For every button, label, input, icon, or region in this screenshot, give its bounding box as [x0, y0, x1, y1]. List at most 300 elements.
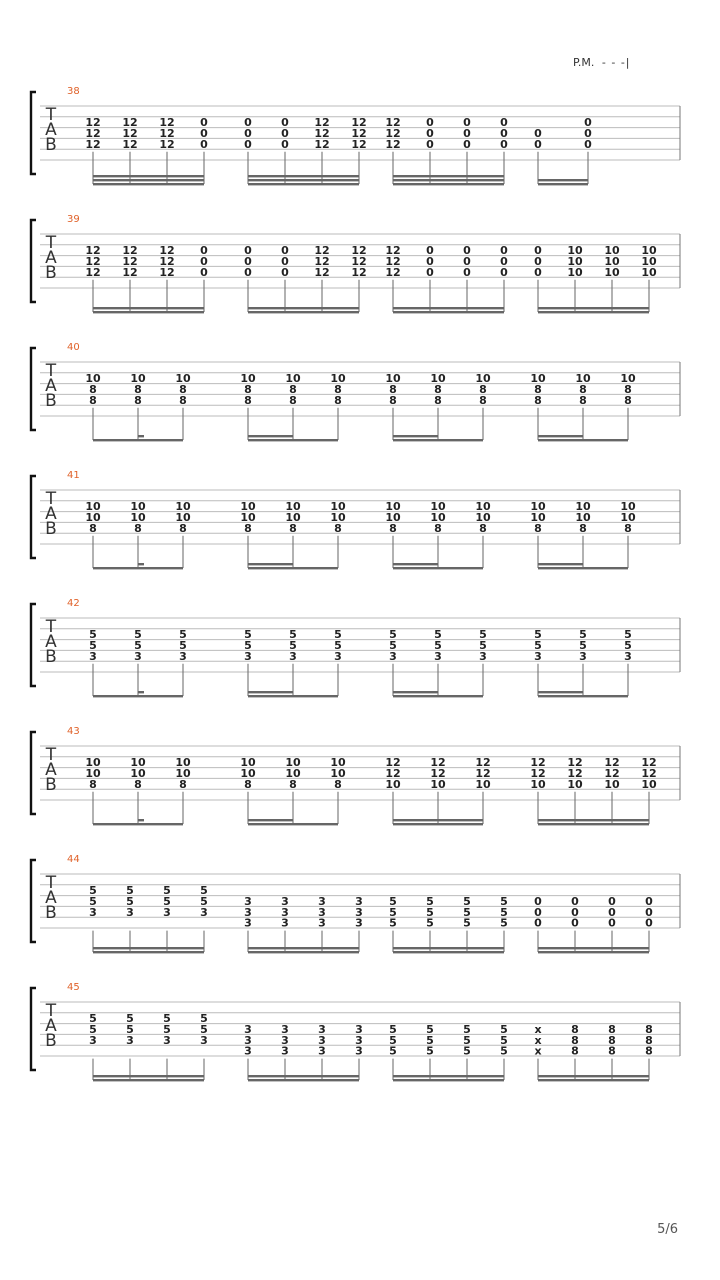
- fret-number: 10: [240, 511, 256, 524]
- fret-number: 0: [244, 265, 252, 279]
- fret-number: 8: [579, 383, 587, 396]
- beam: [248, 695, 338, 697]
- fret-number: 3: [281, 1033, 289, 1047]
- beam: [93, 695, 183, 697]
- tab-clef-letter: A: [45, 376, 57, 396]
- fret-number: 10: [530, 511, 546, 524]
- fret-number: 10: [240, 500, 256, 514]
- fret-number: 5: [389, 916, 397, 930]
- fret-number: 8: [134, 393, 142, 407]
- fret-number: 5: [289, 628, 297, 642]
- fret-number: 0: [281, 244, 289, 258]
- fret-number: 12: [351, 244, 367, 258]
- tab-clef-letter: B: [45, 391, 57, 411]
- partial-beam: [248, 563, 293, 565]
- fret-number: 10: [130, 756, 146, 770]
- fret-number: 10: [567, 255, 583, 268]
- fret-number: 12: [430, 767, 446, 780]
- fret-number: 8: [334, 521, 342, 535]
- fret-number: 10: [240, 767, 256, 780]
- fret-number: 10: [530, 500, 546, 514]
- fret-number: 5: [89, 895, 97, 908]
- fret-number: 8: [434, 393, 442, 407]
- fret-number: 5: [200, 1012, 208, 1026]
- fret-number: 10: [385, 511, 401, 524]
- fret-number: 10: [175, 372, 191, 386]
- tab-clef-letter: T: [45, 361, 57, 381]
- fret-number: 8: [389, 383, 397, 396]
- beam: [93, 567, 183, 569]
- fret-number: 3: [244, 916, 252, 930]
- beam: [393, 695, 483, 697]
- partial-beam: [138, 691, 144, 693]
- measure-number: 42: [67, 598, 80, 609]
- partial-beam: [248, 691, 293, 693]
- fret-number: x: [534, 1033, 542, 1047]
- tab-clef-letter: B: [45, 519, 57, 539]
- fret-number: 8: [244, 521, 252, 535]
- tab-clef-letter: A: [45, 632, 57, 652]
- fret-number: 12: [85, 244, 101, 258]
- partial-beam: [393, 563, 438, 565]
- fret-number: 5: [426, 1033, 434, 1047]
- fret-number: 0: [571, 895, 579, 908]
- tab-clef-letter: T: [45, 617, 57, 637]
- fret-number: 5: [426, 1023, 434, 1036]
- tab-clef-letter: T: [45, 233, 57, 253]
- fret-number: 3: [89, 905, 97, 919]
- fret-number: 5: [163, 895, 171, 908]
- fret-number: 8: [179, 521, 187, 535]
- fret-number: 5: [134, 639, 142, 652]
- fret-number: 0: [200, 127, 208, 140]
- fret-number: 10: [475, 511, 491, 524]
- fret-number: 10: [330, 756, 346, 770]
- fret-number: 10: [130, 372, 146, 386]
- fret-number: 12: [604, 756, 620, 770]
- fret-number: 0: [500, 255, 508, 268]
- fret-number: 8: [645, 1033, 653, 1047]
- fret-number: 5: [463, 916, 471, 930]
- fret-number: 12: [385, 756, 401, 770]
- fret-number: 3: [534, 649, 542, 663]
- fret-number: 5: [426, 916, 434, 930]
- fret-number: 5: [163, 884, 171, 898]
- fret-number: 0: [645, 916, 653, 930]
- fret-number: 8: [89, 393, 97, 407]
- fret-number: 12: [385, 244, 401, 258]
- fret-number: 5: [126, 884, 134, 898]
- fret-number: 0: [244, 116, 252, 130]
- fret-number: 5: [200, 895, 208, 908]
- beam: [248, 439, 338, 441]
- fret-number: 8: [479, 393, 487, 407]
- fret-number: 10: [604, 265, 620, 279]
- fret-number: 5: [500, 1044, 508, 1058]
- fret-number: 0: [426, 255, 434, 268]
- fret-number: 5: [389, 1044, 397, 1058]
- beam: [393, 311, 504, 313]
- fret-number: 5: [463, 1044, 471, 1058]
- fret-number: 5: [389, 628, 397, 642]
- fret-number: 0: [608, 905, 616, 919]
- fret-number: 0: [463, 265, 471, 279]
- fret-number: 3: [318, 895, 326, 908]
- beam: [93, 439, 183, 441]
- fret-number: 0: [500, 137, 508, 151]
- fret-number: 3: [624, 649, 632, 663]
- fret-number: 8: [534, 393, 542, 407]
- fret-number: 5: [126, 1012, 134, 1026]
- fret-number: 8: [244, 393, 252, 407]
- palm-mute-annotation: [573, 56, 631, 69]
- fret-number: 8: [179, 383, 187, 396]
- fret-number: 10: [604, 255, 620, 268]
- fret-number: 10: [330, 372, 346, 386]
- fret-number: 0: [426, 137, 434, 151]
- fret-number: 10: [604, 777, 620, 791]
- fret-number: x: [534, 1044, 542, 1058]
- fret-number: 10: [530, 777, 546, 791]
- fret-number: 3: [355, 1023, 363, 1036]
- beam: [393, 819, 483, 821]
- beam: [93, 947, 204, 949]
- system-bracket: [31, 860, 36, 942]
- fret-number: 12: [385, 127, 401, 140]
- fret-number: 0: [244, 127, 252, 140]
- fret-number: 10: [567, 265, 583, 279]
- beam: [248, 307, 359, 309]
- fret-number: 10: [240, 756, 256, 770]
- fret-number: 10: [475, 500, 491, 514]
- fret-number: 3: [244, 1044, 252, 1058]
- fret-number: 10: [85, 372, 101, 386]
- fret-number: 3: [281, 905, 289, 919]
- partial-beam: [538, 563, 583, 565]
- fret-number: 12: [351, 255, 367, 268]
- fret-number: 12: [314, 127, 330, 140]
- fret-number: 3: [334, 649, 342, 663]
- fret-number: 5: [463, 1023, 471, 1036]
- fret-number: 8: [334, 393, 342, 407]
- fret-number: 3: [434, 649, 442, 663]
- fret-number: 3: [244, 1033, 252, 1047]
- fret-number: 8: [134, 383, 142, 396]
- fret-number: 10: [604, 244, 620, 258]
- fret-number: 3: [126, 905, 134, 919]
- fret-number: 3: [355, 916, 363, 930]
- fret-number: 3: [289, 649, 297, 663]
- tab-clef-letter: T: [45, 105, 57, 125]
- fret-number: 8: [289, 521, 297, 535]
- fret-number: 5: [500, 916, 508, 930]
- fret-number: 10: [575, 372, 591, 386]
- fret-number: 3: [163, 1033, 171, 1047]
- fret-number: 10: [385, 500, 401, 514]
- beam: [538, 183, 588, 185]
- fret-number: 5: [463, 905, 471, 919]
- measure-number: 43: [67, 726, 80, 737]
- fret-number: 5: [244, 639, 252, 652]
- fret-number: 10: [641, 777, 657, 791]
- fret-number: 0: [200, 255, 208, 268]
- fret-number: 8: [608, 1023, 616, 1036]
- beam: [393, 439, 483, 441]
- fret-number: 5: [389, 895, 397, 908]
- beam: [393, 175, 504, 177]
- tab-clef-letter: B: [45, 903, 57, 923]
- fret-number: 10: [575, 500, 591, 514]
- fret-number: 12: [475, 756, 491, 770]
- fret-number: 5: [163, 1012, 171, 1026]
- fret-number: 5: [434, 639, 442, 652]
- fret-number: 5: [200, 884, 208, 898]
- fret-number: 10: [385, 372, 401, 386]
- fret-number: 12: [385, 767, 401, 780]
- fret-number: 10: [620, 372, 636, 386]
- fret-number: 0: [463, 244, 471, 258]
- palm-mute-label: P.M.: [573, 56, 595, 69]
- fret-number: 5: [463, 895, 471, 908]
- beam: [538, 695, 628, 697]
- fret-number: 5: [179, 639, 187, 652]
- fret-number: 10: [385, 777, 401, 791]
- fret-number: 5: [426, 1044, 434, 1058]
- fret-number: 8: [645, 1044, 653, 1058]
- fret-number: 12: [385, 265, 401, 279]
- fret-number: 8: [134, 777, 142, 791]
- tab-clef-letter: A: [45, 1016, 57, 1036]
- beam: [393, 951, 504, 953]
- fret-number: 12: [430, 756, 446, 770]
- beam: [248, 311, 359, 313]
- fret-number: 0: [281, 255, 289, 268]
- fret-number: 3: [244, 895, 252, 908]
- tab-clef-letter: T: [45, 745, 57, 765]
- fret-number: 0: [534, 265, 542, 279]
- tab-clef-letter: T: [45, 1001, 57, 1021]
- fret-number: 10: [85, 756, 101, 770]
- fret-number: 8: [89, 777, 97, 791]
- beam: [538, 311, 649, 313]
- fret-number: 12: [385, 255, 401, 268]
- fret-number: 10: [575, 511, 591, 524]
- beam: [93, 311, 204, 313]
- fret-number: 3: [200, 1033, 208, 1047]
- fret-number: 5: [534, 628, 542, 642]
- beam: [93, 307, 204, 309]
- fret-number: 0: [463, 127, 471, 140]
- fret-number: 8: [534, 521, 542, 535]
- beam: [93, 179, 204, 181]
- fret-number: 0: [571, 916, 579, 930]
- fret-number: 10: [641, 255, 657, 268]
- measure-number: 39: [67, 214, 80, 225]
- fret-number: 8: [389, 393, 397, 407]
- fret-number: 0: [534, 916, 542, 930]
- beam: [393, 567, 483, 569]
- fret-number: 0: [645, 905, 653, 919]
- fret-number: 10: [175, 767, 191, 780]
- fret-number: 0: [463, 255, 471, 268]
- fret-number: 10: [620, 511, 636, 524]
- tab-clef-letter: A: [45, 248, 57, 268]
- fret-number: 3: [318, 1033, 326, 1047]
- fret-number: 8: [645, 1023, 653, 1036]
- fret-number: 5: [579, 639, 587, 652]
- beam: [538, 823, 649, 825]
- tab-clef-letter: A: [45, 120, 57, 140]
- fret-number: 0: [426, 244, 434, 258]
- fret-number: 3: [355, 1033, 363, 1047]
- fret-number: 0: [608, 895, 616, 908]
- tab-clef-letter: B: [45, 135, 57, 155]
- fret-number: 10: [85, 767, 101, 780]
- fret-number: 8: [334, 777, 342, 791]
- fret-number: 12: [122, 116, 138, 130]
- fret-number: 0: [281, 127, 289, 140]
- beam: [93, 183, 204, 185]
- fret-number: 5: [89, 884, 97, 898]
- fret-number: 12: [641, 767, 657, 780]
- tab-clef-letter: T: [45, 489, 57, 509]
- fret-number: 3: [244, 649, 252, 663]
- fret-number: 0: [244, 255, 252, 268]
- tab-clef-letter: A: [45, 504, 57, 524]
- beam: [248, 1079, 359, 1081]
- tab-clef-letter: A: [45, 760, 57, 780]
- fret-number: 10: [567, 777, 583, 791]
- fret-number: 5: [389, 1023, 397, 1036]
- fret-number: 0: [584, 137, 592, 151]
- fret-number: 12: [85, 137, 101, 151]
- fret-number: 12: [122, 255, 138, 268]
- system-bracket: [31, 988, 36, 1070]
- fret-number: 10: [130, 767, 146, 780]
- fret-number: 3: [389, 649, 397, 663]
- partial-beam: [393, 691, 438, 693]
- fret-number: 0: [500, 265, 508, 279]
- fret-number: 5: [389, 905, 397, 919]
- fret-number: 8: [571, 1023, 579, 1036]
- fret-number: 10: [285, 756, 301, 770]
- fret-number: 5: [89, 1023, 97, 1036]
- fret-number: 0: [200, 265, 208, 279]
- partial-beam: [138, 563, 144, 565]
- system-bracket: [31, 604, 36, 686]
- fret-number: 3: [134, 649, 142, 663]
- fret-number: 12: [314, 137, 330, 151]
- beam: [248, 175, 359, 177]
- beam: [538, 1075, 649, 1077]
- fret-number: 0: [534, 127, 542, 140]
- fret-number: 12: [351, 116, 367, 130]
- fret-number: 10: [175, 511, 191, 524]
- fret-number: 8: [289, 383, 297, 396]
- beam: [93, 1079, 204, 1081]
- fret-number: 0: [281, 265, 289, 279]
- beam: [248, 947, 359, 949]
- fret-number: 10: [330, 511, 346, 524]
- fret-number: 8: [571, 1033, 579, 1047]
- fret-number: 12: [351, 137, 367, 151]
- partial-beam: [138, 819, 144, 821]
- fret-number: 12: [641, 756, 657, 770]
- fret-number: 10: [285, 767, 301, 780]
- fret-number: 3: [479, 649, 487, 663]
- fret-number: 3: [200, 905, 208, 919]
- fret-number: 12: [122, 244, 138, 258]
- fret-number: 5: [389, 639, 397, 652]
- fret-number: 3: [579, 649, 587, 663]
- fret-number: 12: [122, 265, 138, 279]
- beam: [538, 819, 649, 821]
- fret-number: 12: [85, 265, 101, 279]
- fret-number: 5: [479, 639, 487, 652]
- fret-number: 10: [330, 767, 346, 780]
- measure-number: 38: [67, 86, 80, 97]
- fret-number: 10: [130, 511, 146, 524]
- fret-number: 0: [463, 116, 471, 130]
- system-bracket: [31, 732, 36, 814]
- fret-number: 8: [579, 393, 587, 407]
- fret-number: 5: [89, 639, 97, 652]
- fret-number: 10: [285, 511, 301, 524]
- beam: [393, 183, 504, 185]
- tab-clef-letter: B: [45, 1031, 57, 1051]
- fret-number: 12: [314, 244, 330, 258]
- fret-number: 5: [534, 639, 542, 652]
- fret-number: 3: [355, 905, 363, 919]
- fret-number: 10: [475, 777, 491, 791]
- fret-number: 5: [126, 895, 134, 908]
- tab-clef-letter: T: [45, 873, 57, 893]
- fret-number: 5: [163, 1023, 171, 1036]
- beam: [538, 439, 628, 441]
- partial-beam: [138, 435, 144, 437]
- fret-number: 8: [179, 393, 187, 407]
- fret-number: 8: [479, 383, 487, 396]
- page-number: 5/6: [657, 1222, 678, 1237]
- fret-number: 12: [159, 137, 175, 151]
- beam: [93, 823, 183, 825]
- fret-number: 0: [584, 116, 592, 130]
- system-bracket: [31, 476, 36, 558]
- fret-number: 12: [314, 255, 330, 268]
- beam: [393, 179, 504, 181]
- fret-number: 0: [463, 137, 471, 151]
- fret-number: 5: [426, 895, 434, 908]
- fret-number: 12: [159, 255, 175, 268]
- fret-number: 0: [244, 244, 252, 258]
- fret-number: 0: [584, 127, 592, 140]
- fret-number: 0: [500, 116, 508, 130]
- fret-number: 8: [289, 777, 297, 791]
- fret-number: 8: [89, 521, 97, 535]
- fret-number: 0: [426, 116, 434, 130]
- fret-number: 0: [534, 255, 542, 268]
- fret-number: 12: [85, 255, 101, 268]
- fret-number: 0: [200, 137, 208, 151]
- system-bracket: [31, 348, 36, 430]
- beam: [248, 1075, 359, 1077]
- fret-number: 3: [244, 1023, 252, 1036]
- beam: [393, 1079, 504, 1081]
- palm-mute-extension: - - -|: [601, 56, 631, 69]
- beam: [93, 951, 204, 953]
- fret-number: 12: [314, 265, 330, 279]
- beam: [393, 947, 504, 949]
